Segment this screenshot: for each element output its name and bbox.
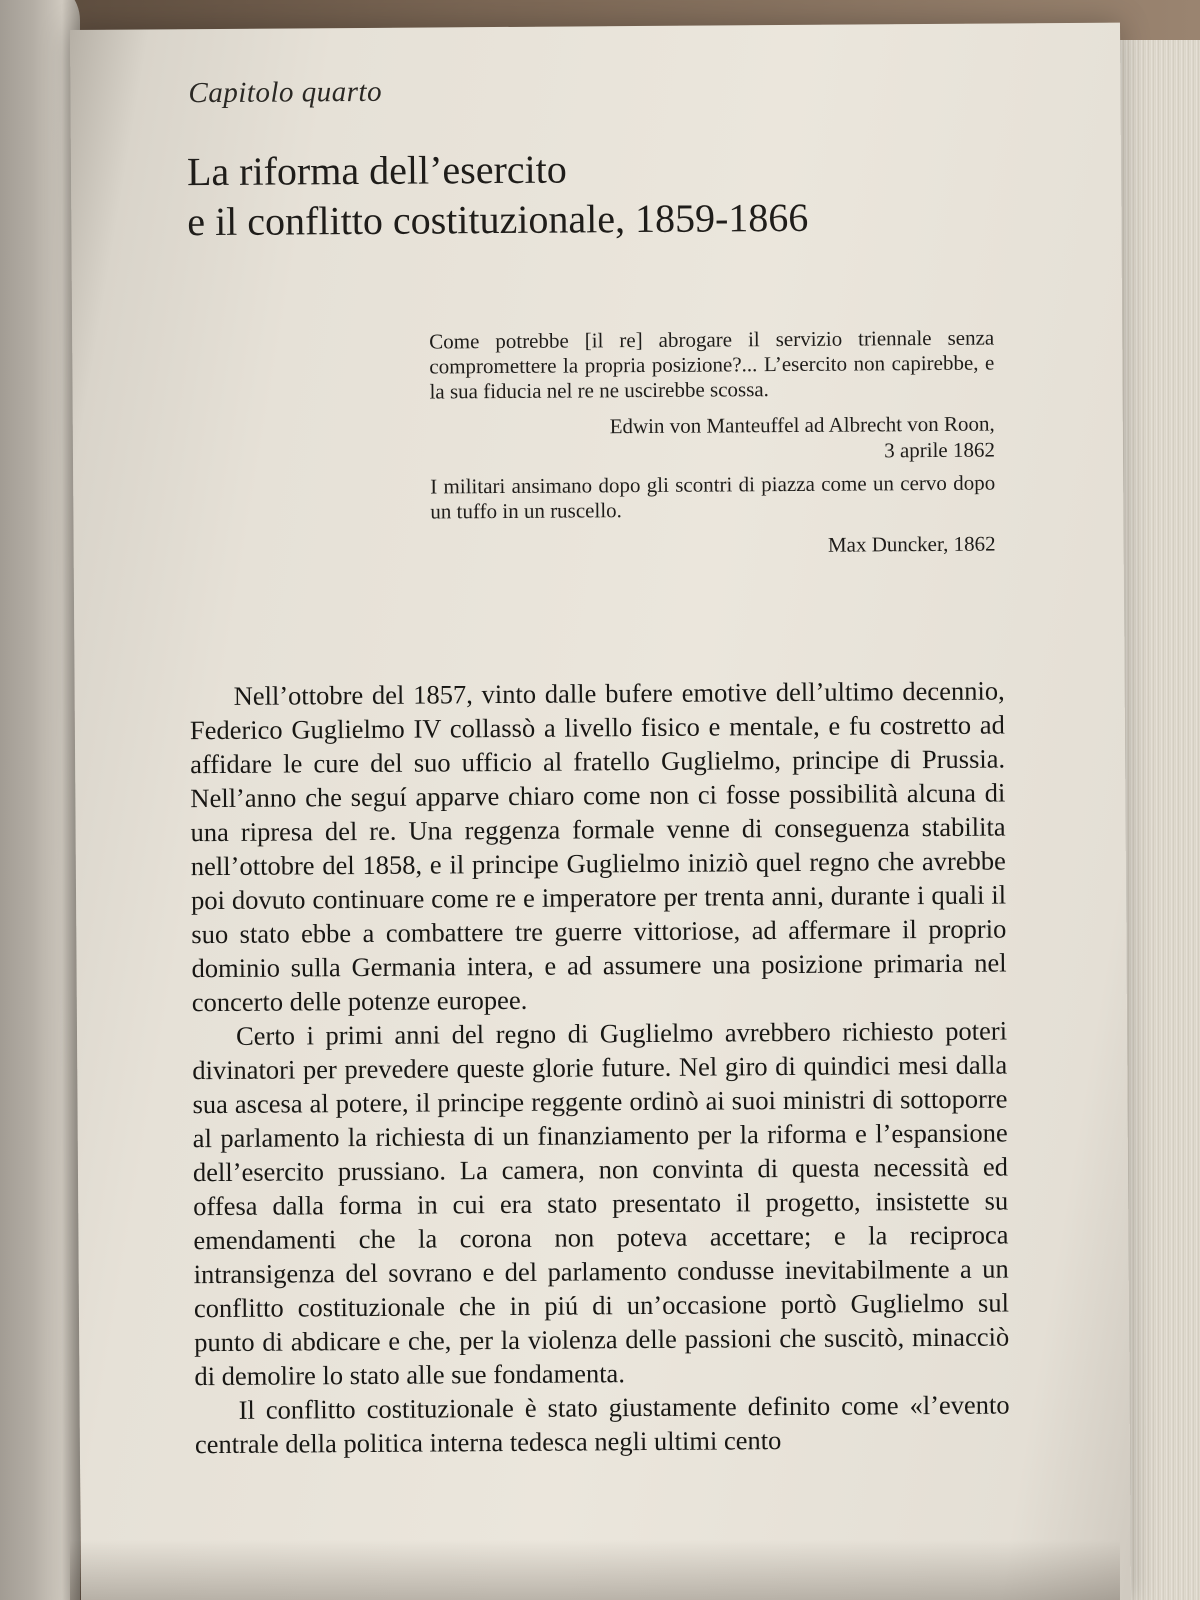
body-paragraph-2: Certo i primi anni del regno di Guglielmo avrebbero richiesto poteri divinatori per prevedere queste glorie future. Nel giro di quindici mesi dalla sua ascesa al potere, il principe reggente ordinò ai suoi ministri di sottoporre al parlamento la richiesta di un finanziamento per la riforma e l’espansione dell’esercito prussiano. La camera, non convinta di questa necessità ed offesa dalla forma in cui era stato presentato il progetto, insistette su emendamenti che la corona non poteva accettare; e la reciproca intransigenza del sovrano e del parlamento condusse inevitabilmente a un conflitto costituzionale che in piú di un’occasione portò Guglielmo sul punto di abdicare e che, per la violenza delle passioni che suscitò, minacciò di demolire lo stato alle sue fondamenta. <box>192 1015 1010 1392</box>
left-page-edge <box>0 0 80 1600</box>
body-paragraph-3: Il conflitto costituzionale è stato giustamente definito come «l’evento centrale della politica interna tedesca negli ultimi cento <box>194 1389 1010 1460</box>
chapter-title-line-1: La riforma dell’esercito <box>186 146 567 195</box>
epigraph-1-attribution-line-1: Edwin von Manteuffel ad Albrecht von Roon, <box>609 411 995 439</box>
body-paragraph-1: Nell’ottobre del 1857, vinto dalle bufere emotive dell’ultimo decennio, Federico Guglielmo IV collassò a livello fisico e mentale, e fu costretto ad affidare le cure del suo ufficio al fratello Guglielmo, principe di Prussia. Nell’anno che seguí apparve chiaro come non ci fosse possibilità alcuna di una ripresa del re. Una reggenza formale venne di conseguenza stabilita nell’ottobre del 1858, e il principe Guglielmo iniziò quel regno che avrebbe poi dovuto continuare come re e imperatore per trenta anni, durante i quali il suo stato ebbe a combattere tre guerre vittoriose, ad affermare il proprio dominio sulla Germania intera, e ad assumere una posizione primaria nel concerto delle potenze europee. <box>189 675 1007 1018</box>
chapter-label: Capitolo quarto <box>188 75 383 110</box>
epigraphs <box>429 326 996 569</box>
chapter-title-line-2: e il conflitto costituzionale, 1859-1866 <box>187 194 809 245</box>
epigraph-1-attribution <box>430 411 995 467</box>
epigraph-2-attribution <box>431 531 996 561</box>
book-page <box>70 23 1131 1600</box>
chapter-body <box>190 673 1010 1461</box>
epigraph-1-attribution-line-2: 3 aprile 1862 <box>884 437 996 463</box>
epigraph-2-text: I militari ansimano dopo gli scontri di piazza come un cervo dopo un tuffo in un ruscello. <box>430 470 996 524</box>
epigraph-2-attribution-line-1: Max Duncker, 1862 <box>827 531 996 557</box>
epigraph-1-text: Come potrebbe [il re] abrogare il servizio triennale senza compromettere la propria posizione?... L’esercito non capirebbe, e la sua fiducia nel re ne uscirebbe scossa. <box>429 325 995 404</box>
chapter-title <box>187 143 809 247</box>
